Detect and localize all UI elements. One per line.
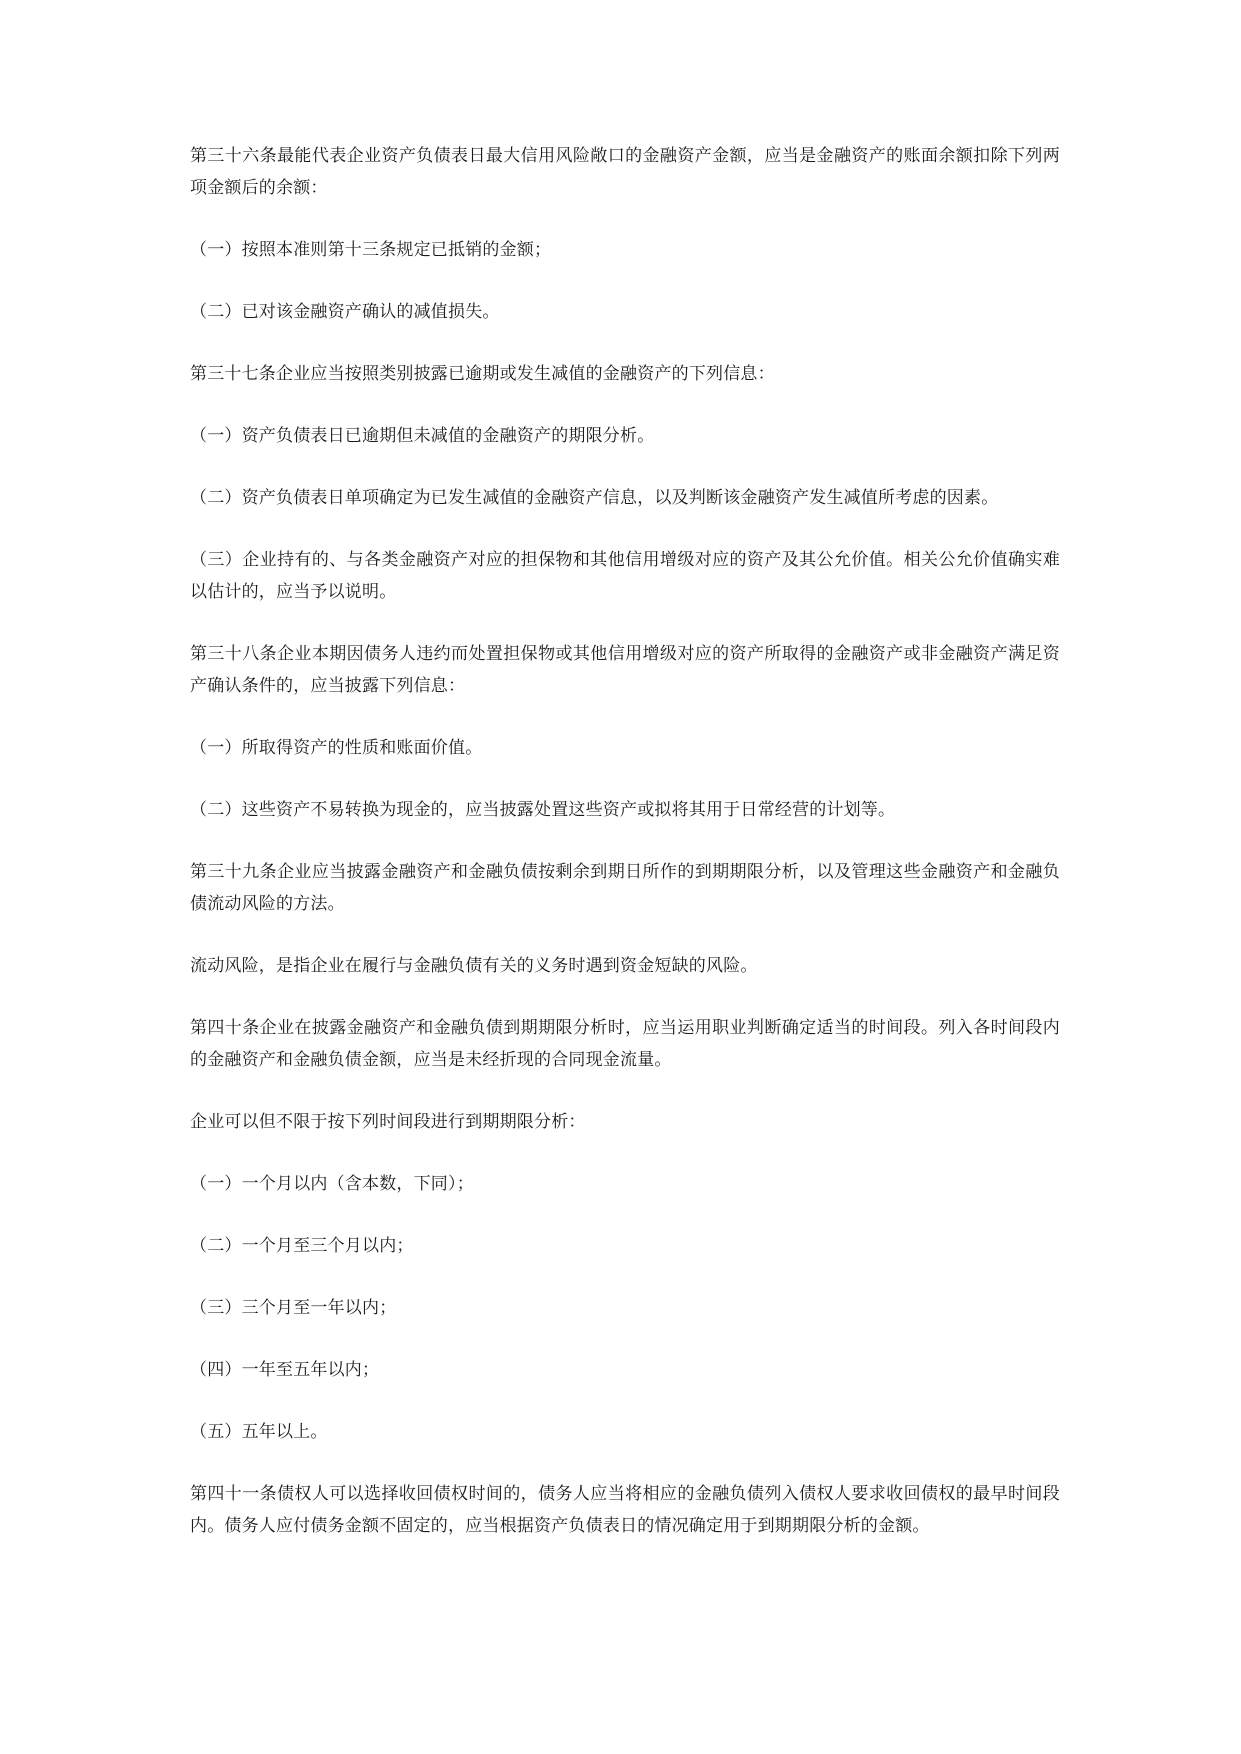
- article-37-item-3: （三）企业持有的、与各类金融资产对应的担保物和其他信用增级对应的资产及其公允价值。相关公允价值确实难以估计的，应当予以说明。: [190, 550, 1060, 602]
- article-37-item-1: （一）资产负债表日已逾期但未减值的金融资产的期限分析。: [190, 426, 655, 446]
- article-40-paragraph: 第四十条企业在披露金融资产和金融负债到期期限分析时，应当运用职业判断确定适当的时间段。列入各时间段内的金融资产和金融负债金额，应当是未经折现的合同现金流量。: [190, 1018, 1060, 1070]
- maturity-band-5: （五）五年以上。: [190, 1422, 328, 1442]
- document-body: [190, 140, 1060, 1572]
- maturity-analysis-intro: 企业可以但不限于按下列时间段进行到期期限分析：: [190, 1112, 586, 1132]
- article-36-item-2: （二）已对该金融资产确认的减值损失。: [190, 302, 500, 322]
- article-38-item-2: （二）这些资产不易转换为现金的，应当披露处置这些资产或拟将其用于日常经营的计划等。: [190, 800, 896, 820]
- maturity-band-2: （二）一个月至三个月以内；: [190, 1236, 414, 1256]
- maturity-band-3: （三）三个月至一年以内；: [190, 1298, 397, 1318]
- liquidity-risk-definition: 流动风险，是指企业在履行与金融负债有关的义务时遇到资金短缺的风险。: [190, 956, 758, 976]
- article-37-paragraph: 第三十七条企业应当按照类别披露已逾期或发生减值的金融资产的下列信息：: [190, 364, 775, 384]
- article-39-paragraph: 第三十九条企业应当披露金融资产和金融负债按剩余到期日所作的到期期限分析，以及管理这些金融资产和金融负债流动风险的方法。: [190, 862, 1060, 914]
- article-38-paragraph: 第三十八条企业本期因债务人违约而处置担保物或其他信用增级对应的资产所取得的金融资产或非金融资产满足资产确认条件的，应当披露下列信息：: [190, 644, 1060, 696]
- article-36-item-1: （一）按照本准则第十三条规定已抵销的金额；: [190, 240, 552, 260]
- maturity-band-4: （四）一年至五年以内；: [190, 1360, 380, 1380]
- article-36-paragraph: 第三十六条最能代表企业资产负债表日最大信用风险敞口的金融资产金额，应当是金融资产的账面余额扣除下列两项金额后的余额：: [190, 146, 1060, 198]
- maturity-band-1: （一）一个月以内（含本数，下同）；: [190, 1174, 474, 1194]
- article-38-item-1: （一）所取得资产的性质和账面价值。: [190, 738, 483, 758]
- article-41-paragraph: 第四十一条债权人可以选择收回债权时间的，债务人应当将相应的金融负债列入债权人要求收回债权的最早时间段内。债务人应付债务金额不固定的，应当根据资产负债表日的情况确定用于到期期限分析的金额。: [190, 1484, 1060, 1536]
- article-37-item-2: （二）资产负债表日单项确定为已发生减值的金融资产信息，以及判断该金融资产发生减值所考虑的因素。: [190, 488, 999, 508]
